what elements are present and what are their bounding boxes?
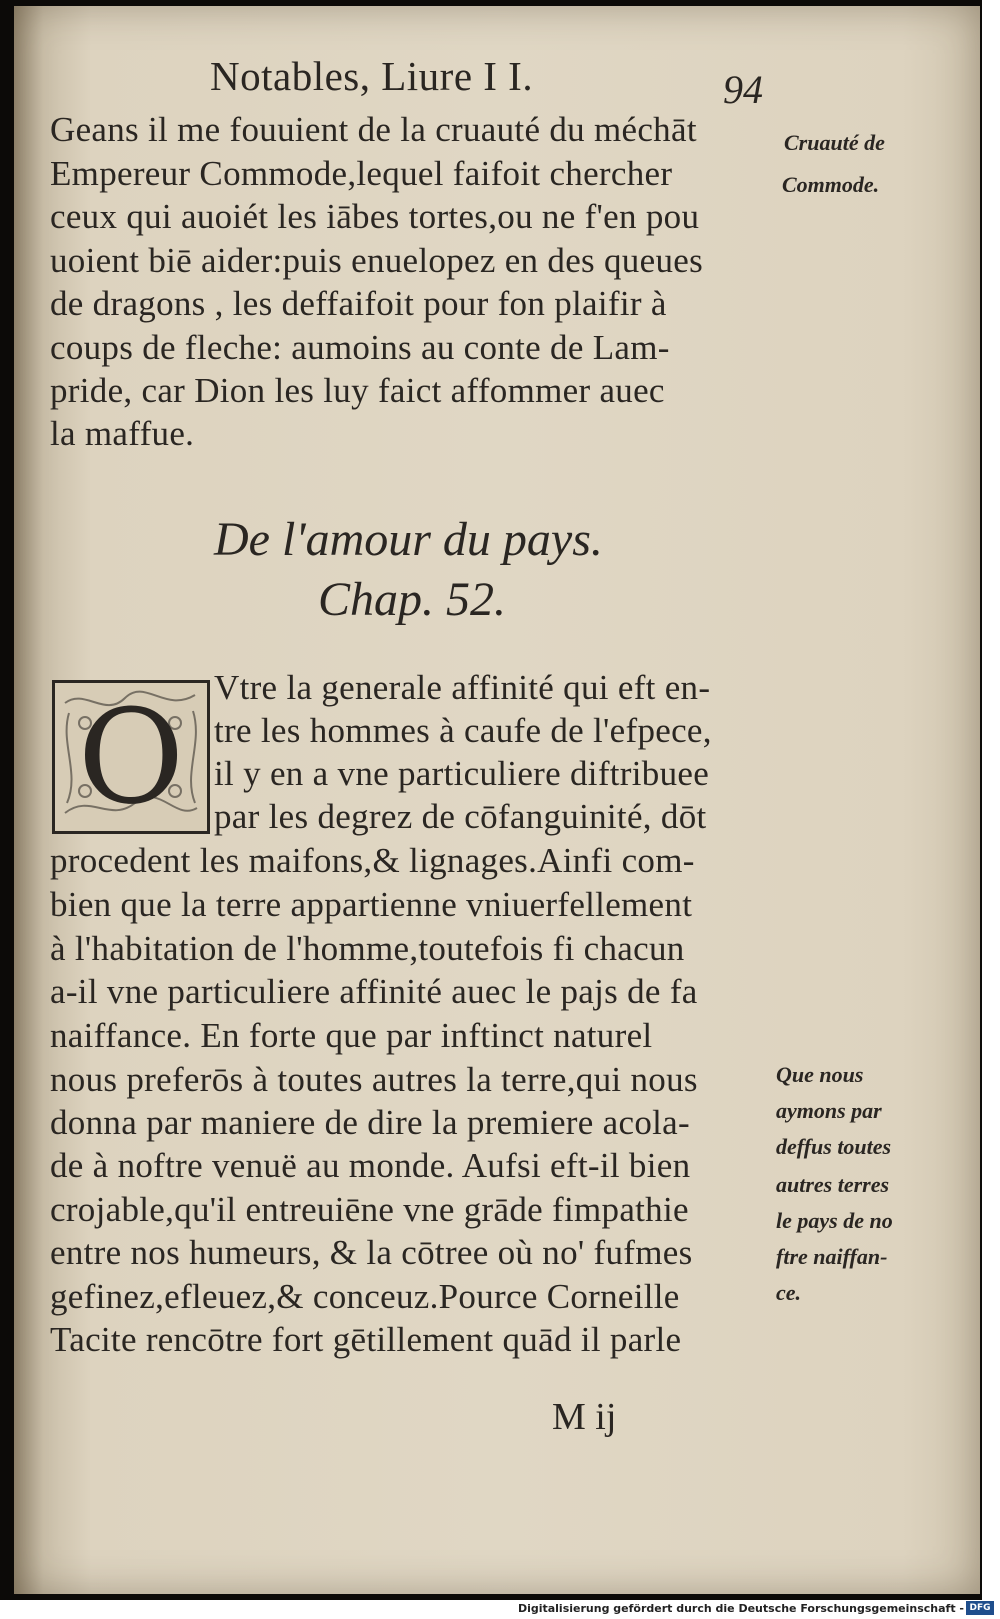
page-number: 94	[723, 67, 763, 112]
text-line: bien que la terre appartienne vniuerfellement	[50, 885, 693, 924]
text-line: gefinez,efleuez,& conceuz.Pource Corneille	[50, 1277, 680, 1316]
text-line: de à noftre venuë au monde. Aufsi eft-il bien	[50, 1146, 691, 1185]
text-line: donna par maniere de dire la premiere acola-	[50, 1103, 690, 1142]
text-line: Tacite rencōtre fort gētillement quād il parle	[50, 1320, 682, 1359]
text-line: par les degrez de cōfanguinité, dōt	[214, 797, 707, 836]
funding-credit: Digitalisierung gefördert durch die Deutsche Forschungsgemeinschaft -	[517, 1602, 964, 1615]
text-line: à l'habitation de l'homme,toutefois fi chacun	[50, 929, 685, 968]
margin-note-line: le pays de no	[776, 1208, 893, 1233]
running-head: Notables, Liure I I.	[210, 53, 534, 99]
chapter-number: Chap. 52.	[318, 573, 507, 626]
text-line: Vtre la generale affinité qui eft en-	[214, 668, 711, 707]
text-line: pride, car Dion les luy faict affommer auec	[50, 371, 665, 410]
margin-note-line: autres terres	[776, 1172, 890, 1197]
text-line: il y en a vne particuliere diftribuee	[214, 754, 710, 793]
text-line: coups de fleche: aumoins au conte de Lam-	[50, 328, 670, 367]
margin-note-line: Que nous	[776, 1062, 864, 1087]
margin-note-line: aymons par	[776, 1098, 882, 1123]
text-line: la maffue.	[50, 414, 195, 453]
text-line: naiffance. En forte que par inftinct naturel	[50, 1016, 653, 1055]
chapter-title: De l'amour du pays.	[214, 513, 603, 566]
margin-note-line: Cruauté de	[784, 130, 885, 155]
margin-note-line: ce.	[776, 1280, 802, 1305]
text-line: tre les hommes à caufe de l'efpece,	[214, 711, 712, 750]
margin-note-line: ftre naiffan-	[776, 1244, 888, 1269]
signature-mark: M ij	[552, 1396, 617, 1438]
margin-note-line: Commode.	[782, 172, 880, 197]
drop-initial-letter: O	[77, 681, 185, 833]
text-line: Empereur Commode,lequel faifoit chercher	[50, 154, 673, 193]
margin-note-line: deffus toutes	[776, 1134, 892, 1159]
dfg-logo: DFG	[966, 1601, 994, 1615]
text-line: nous preferōs à toutes autres la terre,qui nous	[50, 1060, 698, 1099]
text-line: de dragons , les deffaifoit pour fon plaifir à	[50, 284, 667, 323]
text-line: procedent les maifons,& lignages.Ainfi com-	[50, 841, 695, 880]
drop-initial	[52, 680, 210, 834]
text-line: uoient biē aider:puis enuelopez en des queues	[50, 241, 704, 280]
text-line: Geans il me fouuient de la cruauté du méchāt	[50, 110, 697, 149]
text-line: a-il vne particuliere affinité auec le pajs de fa	[50, 972, 698, 1011]
text-line: entre nos humeurs, & la cōtree où no' fufmes	[50, 1233, 693, 1272]
text-line: ceux qui auoiét les iābes tortes,ou ne f'en pou	[50, 197, 700, 236]
text-line: crojable,qu'il entreuiēne vne grāde fimpathie	[50, 1190, 689, 1229]
